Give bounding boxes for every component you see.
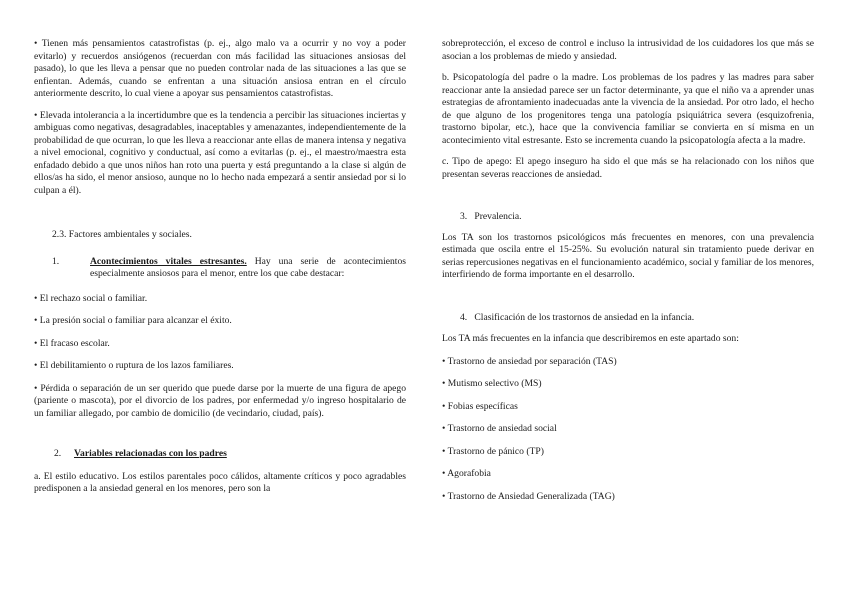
- paragraph-uncertainty-intolerance: • Elevada intolerancia a la incertidumbre que es la tendencia a percibir las situaciones inciertas y ambiguas como negativas, desagradables, inaceptables y amenazantes, independientemente de la probabilidad de que ocurran, lo que les lleva a reaccionar ante ellas de manera intensa y negativa a nivel emocional, cognitivo y conductual, así como a evitarlas (p. ej., el maestro/maestra esta enfadado debido a que unos niños han roto una puerta y está preguntando a la clase si algún de ellos/as ha sido, el menor ansioso, aunque no lo hecho nada empezará a sentir ansiedad por si lo culpan a él).: [34, 109, 406, 196]
- bullet-social-pressure: • La presión social o familiar para alcanzar el éxito.: [34, 315, 232, 326]
- list-item: • Trastorno de Ansiedad Generalizada (TAG): [442, 490, 615, 502]
- numbered-item-parent-variables: [34, 448, 406, 461]
- list-item: • Trastorno de ansiedad por separación (TAS): [442, 355, 617, 367]
- section-heading-environmental-factors: 2.3. Factores ambientales y sociales.: [52, 229, 192, 240]
- paragraph-prevalence: Los TA son los trastornos psicológicos más frecuentes en menores, con una prevalencia estimada que oscila entre el 15-25%. Su evolución natural sin tratamiento puede derivar en serias repercusiones negativas en el funcionamiento académico, social y familiar de los menores, interfiriendo de forma importante en el desarrollo.: [442, 231, 814, 280]
- left-column: [34, 38, 406, 505]
- item-text-life-events: Hay una serie de acontecimientos especialmente ansiosos para el menor, entre los que cabe destacar:: [90, 255, 406, 279]
- section-heading-classification: 4. Clasificación de los trastornos de ansiedad en la infancia.: [460, 311, 695, 323]
- paragraph-classification-intro: Los TA más frecuentes en la infancia que describiremos en este apartado son:: [442, 333, 739, 344]
- bullet-social-rejection: • El rechazo social o familiar.: [34, 292, 148, 304]
- paragraph-attachment-type: c. Tipo de apego: El apego inseguro ha sido el que más se ha relacionado con los niños que presentan severas reacciones de ansiedad.: [442, 156, 814, 180]
- item-title-parent-variables: Variables relacionadas con los padres: [74, 448, 227, 459]
- item-title-life-events: Acontecimientos vitales estresantes.: [90, 255, 247, 267]
- paragraph-catastrophic-thoughts: • Tienen más pensamientos catastrofistas (p. ej., algo malo va a ocurrir y no voy a poder evitarlo) y recuerdos ansiógenos (recuerdan con más facilidad las situaciones ansiosas del pasado), lo que les lleva a pensar que no pueden controlar nada de las situaciones a las que se enfientan. Además, cuando se enfrentan a una situación ansiosa entran en el círculo anteriormente descrito, lo cual viene a apoyar sus pensamientos catastrofistas.: [34, 38, 406, 99]
- numbered-item-life-events: [34, 256, 406, 281]
- item-number: 1.: [52, 255, 60, 267]
- list-item: • Mutismo selectivo (MS): [442, 378, 542, 389]
- list-item: • Trastorno de ansiedad social: [442, 423, 557, 434]
- section-heading-prevalence: 3. Prevalencia.: [460, 211, 522, 222]
- item-number: 2.: [54, 448, 62, 459]
- bullet-school-failure: • El fracaso escolar.: [34, 337, 110, 349]
- anxiety-disorder-list: [442, 356, 814, 504]
- list-item: • Agorafobia: [442, 468, 491, 479]
- item-body: [90, 256, 406, 281]
- list-item: • Fobias específicas: [442, 400, 518, 412]
- right-column: [442, 38, 814, 513]
- paragraph-parent-psychopathology: b. Psicopatología del padre o la madre. Los problemas de los padres y las madres para saber reaccionar ante la ansiedad parece ser un factor determinante, ya que el niño va a aprender unas estrategias de afrontamiento inadecuadas ante la vivencia de la ansiedad. Por otro lado, el hecho de que alguno de los progenitores tenga una patología psiquiátrica severa (esquizofrenia, trastorno bipolar, etc.), hace que la convivencia familiar se convierta en sí misma en un acontecimiento vital estresante. Esto se incrementa cuando la psicopatología afecta a la madre.: [442, 72, 814, 146]
- list-item: • Trastorno de pánico (TP): [442, 445, 544, 457]
- bullet-family-ties: • El debilitamiento o ruptura de los lazos familiares.: [34, 360, 234, 371]
- paragraph-educational-style: a. El estilo educativo. Los estilos parentales poco cálidos, altamente críticos y poco agradables predisponen a la ansiedad general en los menores, pero son la: [34, 470, 406, 494]
- bullet-loss-separation: • Pérdida o separación de un ser querido que puede darse por la muerte de una figura de apego (pariente o mascota), por el divorcio de los padres, por enfermedad y/o ingreso hospitalario de un familiar allegado, por cambio de domicilio (de vecindario, ciudad, país).: [34, 382, 406, 419]
- paragraph-overprotection: sobreprotección, el exceso de control e incluso la intrusividad de los cuidadores los que más se asocian a los problemas de miedo y ansiedad.: [442, 38, 814, 62]
